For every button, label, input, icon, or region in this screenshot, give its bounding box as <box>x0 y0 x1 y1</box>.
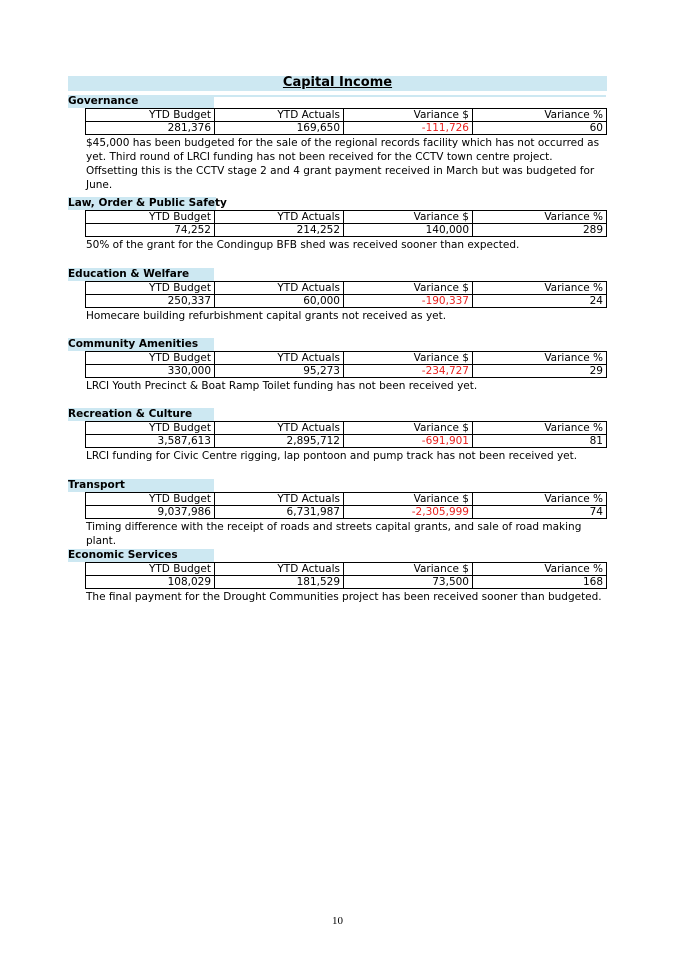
section-title: Community Amenities <box>68 338 199 350</box>
column-header-variance-pct: Variance % <box>473 109 607 122</box>
variance-pct-value: 74 <box>473 506 607 519</box>
section-governance <box>68 95 608 192</box>
column-header-ytd-budget: YTD Budget <box>86 352 215 365</box>
section-comment: Timing difference with the receipt of roads and streets capital grants, and sale of road making plant. <box>86 521 582 547</box>
ytd-actuals-value: 181,529 <box>215 576 344 589</box>
column-header-ytd-budget: YTD Budget <box>86 563 215 576</box>
ytd-budget-value: 250,337 <box>86 295 215 308</box>
column-header-ytd-budget: YTD Budget <box>86 109 215 122</box>
ytd-actuals-value: 95,273 <box>215 365 344 378</box>
figures-table <box>85 281 607 308</box>
figures-table <box>85 351 607 378</box>
ytd-budget-value: 3,587,613 <box>86 435 215 448</box>
column-header-variance-pct: Variance % <box>473 563 607 576</box>
column-header-ytd-actuals: YTD Actuals <box>215 282 344 295</box>
section-heading <box>68 268 214 281</box>
ytd-budget-value: 74,252 <box>86 224 215 237</box>
ytd-actuals-value: 60,000 <box>215 295 344 308</box>
value-row <box>86 365 607 378</box>
header-row <box>86 211 607 224</box>
section-comment: $45,000 has been budgeted for the sale of the regional records facility which has not occurred as yet. Third round of LRCI funding has not been received for the CCTV town centre project. Offsetting this is the CCTV stage 2 and 4 grant payment received in March but was budgeted for June. <box>86 137 600 191</box>
header-row <box>86 563 607 576</box>
section-law-order-public-safety <box>68 197 608 252</box>
column-header-variance-dollar: Variance $ <box>344 352 473 365</box>
ytd-actuals-value: 214,252 <box>215 224 344 237</box>
variance-pct-value: 81 <box>473 435 607 448</box>
column-header-ytd-budget: YTD Budget <box>86 282 215 295</box>
section-heading <box>68 95 214 108</box>
section-comment: LRCI funding for Civic Centre rigging, lap pontoon and pump track has not been received yet. <box>86 450 578 462</box>
variance-dollar-value: 73,500 <box>344 576 473 589</box>
section-title: Law, Order & Public Safety <box>68 197 227 209</box>
column-header-variance-dollar: Variance $ <box>344 422 473 435</box>
header-row <box>86 493 607 506</box>
variance-pct-value: 60 <box>473 122 607 135</box>
ytd-budget-value: 330,000 <box>86 365 215 378</box>
figures-table <box>85 562 607 589</box>
value-row <box>86 435 607 448</box>
variance-dollar-value: -111,726 <box>344 122 473 135</box>
section-heading <box>68 408 214 421</box>
column-header-variance-pct: Variance % <box>473 211 607 224</box>
header-row <box>86 352 607 365</box>
variance-dollar-value: -2,305,999 <box>344 506 473 519</box>
column-header-ytd-actuals: YTD Actuals <box>215 563 344 576</box>
page-title: Capital Income <box>282 75 393 90</box>
section-comment: The final payment for the Drought Communities project has been received sooner than budgeted. <box>86 591 602 603</box>
section-transport <box>68 479 608 548</box>
section-heading <box>68 338 214 351</box>
figures-table <box>85 421 607 448</box>
column-header-variance-pct: Variance % <box>473 422 607 435</box>
value-row <box>86 224 607 237</box>
column-header-ytd-actuals: YTD Actuals <box>215 493 344 506</box>
ytd-actuals-value: 2,895,712 <box>215 435 344 448</box>
section-heading <box>68 479 214 492</box>
variance-pct-value: 24 <box>473 295 607 308</box>
value-row <box>86 576 607 589</box>
section-comment: 50% of the grant for the Condingup BFB shed was received sooner than expected. <box>86 239 520 251</box>
value-row <box>86 295 607 308</box>
section-title: Recreation & Culture <box>68 408 193 420</box>
figures-table <box>85 108 607 135</box>
column-header-variance-dollar: Variance $ <box>344 282 473 295</box>
column-header-ytd-budget: YTD Budget <box>86 211 215 224</box>
figures-table <box>85 210 607 237</box>
ytd-budget-value: 108,029 <box>86 576 215 589</box>
header-row <box>86 422 607 435</box>
ytd-actuals-value: 169,650 <box>215 122 344 135</box>
column-header-variance-dollar: Variance $ <box>344 211 473 224</box>
figures-table <box>85 492 607 519</box>
section-title: Governance <box>68 95 139 107</box>
ytd-budget-value: 9,037,986 <box>86 506 215 519</box>
value-row <box>86 506 607 519</box>
column-header-ytd-actuals: YTD Actuals <box>215 422 344 435</box>
variance-pct-value: 289 <box>473 224 607 237</box>
column-header-variance-dollar: Variance $ <box>344 493 473 506</box>
column-header-variance-dollar: Variance $ <box>344 109 473 122</box>
column-header-ytd-actuals: YTD Actuals <box>215 211 344 224</box>
column-header-variance-dollar: Variance $ <box>344 563 473 576</box>
variance-pct-value: 29 <box>473 365 607 378</box>
column-header-ytd-actuals: YTD Actuals <box>215 352 344 365</box>
variance-dollar-value: -190,337 <box>344 295 473 308</box>
section-title: Economic Services <box>68 549 178 561</box>
column-header-ytd-budget: YTD Budget <box>86 422 215 435</box>
variance-dollar-value: -691,901 <box>344 435 473 448</box>
section-title: Transport <box>68 479 125 491</box>
page-number: 10 <box>332 915 343 927</box>
section-comment: LRCI Youth Precinct & Boat Ramp Toilet funding has not been received yet. <box>86 380 478 392</box>
variance-pct-value: 168 <box>473 576 607 589</box>
section-heading <box>68 197 227 210</box>
section-community-amenities <box>68 338 608 393</box>
variance-dollar-value: 140,000 <box>344 224 473 237</box>
column-header-variance-pct: Variance % <box>473 352 607 365</box>
header-row <box>86 282 607 295</box>
value-row <box>86 122 607 135</box>
column-header-variance-pct: Variance % <box>473 493 607 506</box>
column-header-ytd-budget: YTD Budget <box>86 493 215 506</box>
variance-dollar-value: -234,727 <box>344 365 473 378</box>
section-education-welfare <box>68 268 608 323</box>
ytd-budget-value: 281,376 <box>86 122 215 135</box>
column-header-variance-pct: Variance % <box>473 282 607 295</box>
section-heading <box>68 549 214 562</box>
section-economic-services <box>68 549 608 604</box>
column-header-ytd-actuals: YTD Actuals <box>215 109 344 122</box>
section-recreation-culture <box>68 408 608 463</box>
header-row <box>86 109 607 122</box>
ytd-actuals-value: 6,731,987 <box>215 506 344 519</box>
section-title: Education & Welfare <box>68 268 190 280</box>
section-comment: Homecare building refurbishment capital grants not received as yet. <box>86 310 447 322</box>
